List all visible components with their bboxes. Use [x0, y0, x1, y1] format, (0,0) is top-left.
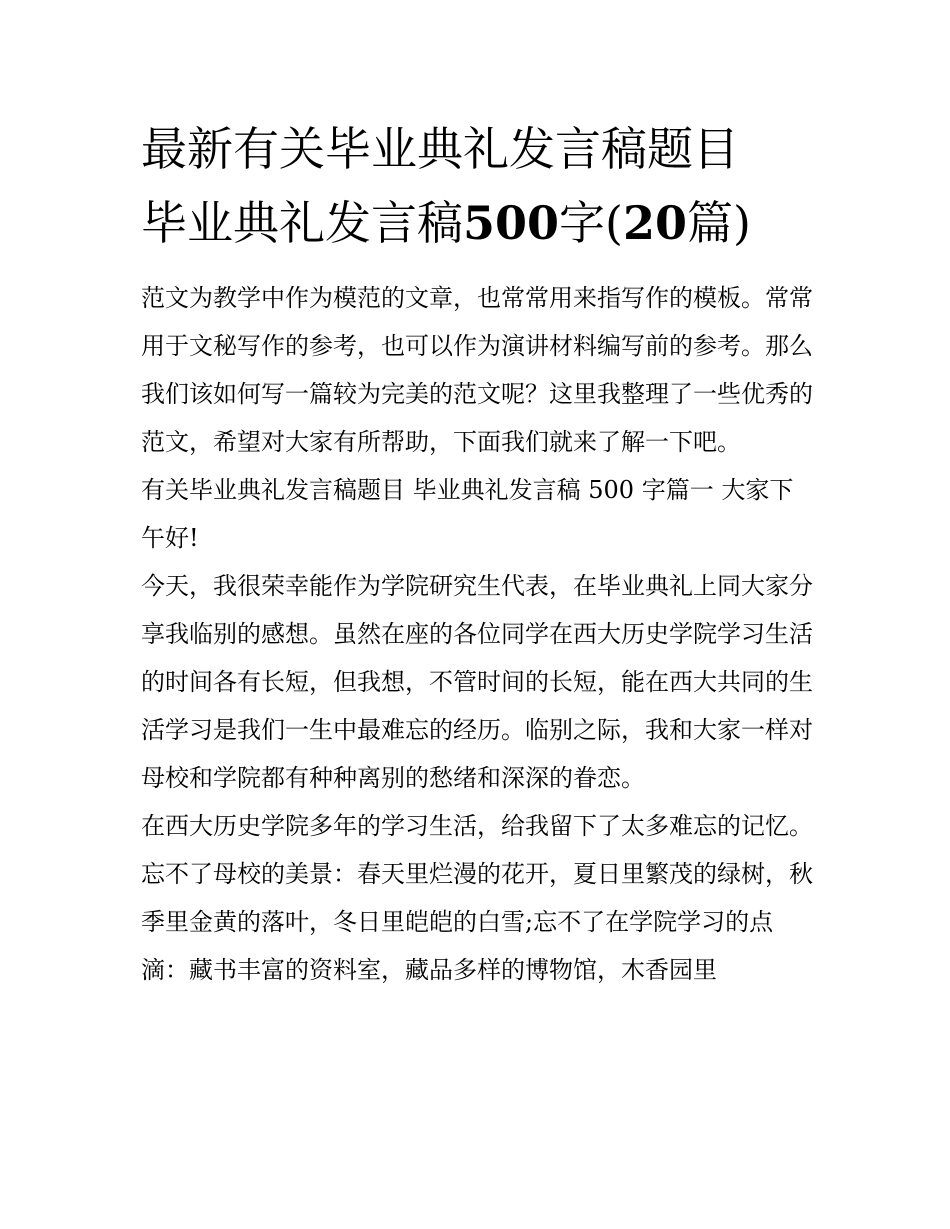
title-line-2-number-2: 20 [622, 196, 687, 250]
intro-paragraph: 范文为教学中作为模范的文章，也常常用来指写作的模板。常常用于文秘写作的参考，也可以作为演讲材料编写前的参考。那么我们该如何写一篇较为完美的范文呢？这里我整理了一些优秀的范文，希望对大家有所帮助，下面我们就来了解一下吧。 [141, 284, 813, 456]
document-title [141, 112, 813, 260]
document-content [141, 112, 813, 994]
section-heading-paragraph: 有关毕业典礼发言稿题目 毕业典礼发言稿 500 字篇一 大家下午好! [141, 476, 794, 552]
body-paragraph-2: 在西大历史学院多年的学习生活，给我留下了太多难忘的记忆。忘不了母校的美景：春天里烂漫的花开，夏日里繁茂的绿树，秋季里金黄的落叶，冬日里皑皑的白雪;忘不了在学院学习的点滴：藏书丰富的资料室，藏品多样的博物馆，木香园里 [141, 812, 813, 984]
body-paragraph-1: 今天，我很荣幸能作为学院研究生代表，在毕业典礼上同大家分享我临别的感想。虽然在座的各位同学在西大历史学院学习生活的时间各有长短，但我想，不管时间的长短，能在西大共同的生活学习是我们一生中最难忘的经历。临别之际，我和大家一样对母校和学院都有种种离别的愁绪和深深的眷恋。 [141, 572, 813, 792]
title-line-2-text-a: 毕业典礼发言稿 [141, 196, 463, 250]
title-line-2-number: 500 [463, 196, 560, 250]
title-line-2-text-b: 字( [559, 196, 623, 250]
title-line-1: 最新有关毕业典礼发言稿题目 [141, 122, 739, 176]
title-line-2-text-c: 篇) [687, 196, 751, 250]
